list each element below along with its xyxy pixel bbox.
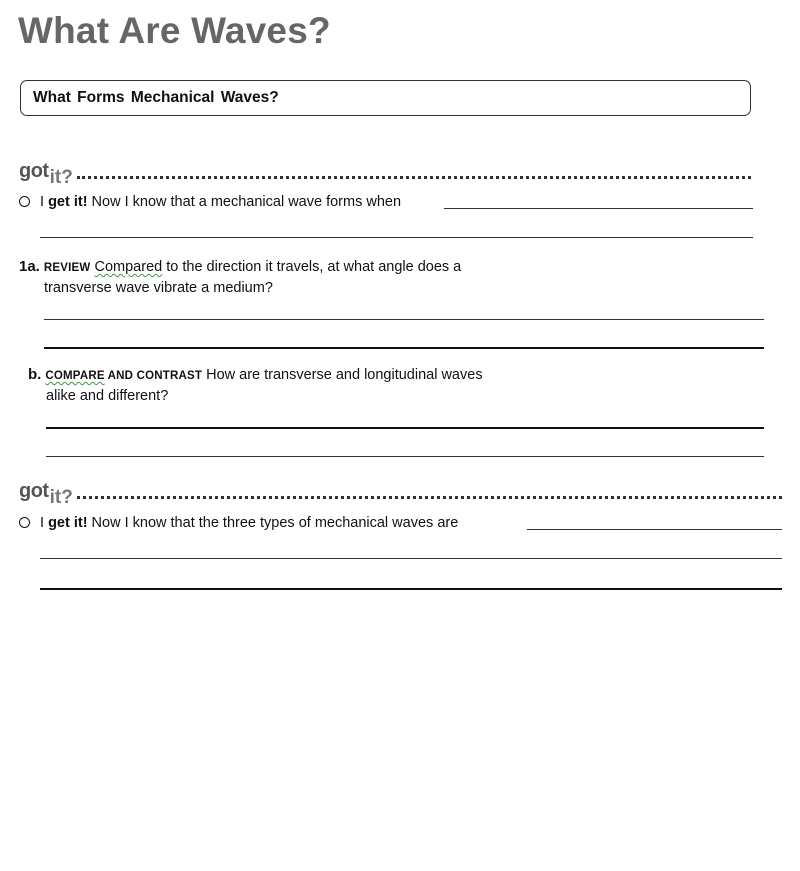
question-1b: b. COMPARE AND CONTRAST How are transverse and longitudinal waves — [28, 366, 483, 383]
gotit-banner — [19, 160, 751, 188]
gotit-got: got — [19, 480, 49, 502]
answer-line[interactable] — [40, 237, 753, 238]
answer-line[interactable] — [40, 588, 782, 590]
answer-line[interactable] — [40, 558, 782, 559]
page-title: What Are Waves? — [18, 10, 331, 51]
gotit-it: it? — [49, 487, 73, 508]
gotit-it: it? — [49, 167, 73, 188]
section-heading: What Forms Mechanical Waves? — [33, 89, 279, 106]
answer-line[interactable] — [46, 456, 764, 457]
answer-line[interactable] — [44, 347, 764, 349]
question-1a: 1a. REVIEW Compared to the direction it travels, at what angle does a — [19, 258, 462, 275]
dotted-rule — [77, 496, 782, 499]
section-heading-box — [20, 80, 751, 116]
answer-line[interactable] — [527, 529, 782, 530]
answer-line[interactable] — [444, 208, 753, 209]
question-1b-line2: alike and different? — [46, 388, 169, 404]
checkbox-circle[interactable] — [19, 196, 30, 207]
check-statement: I get it! Now I know that a mechanical wave forms when — [40, 194, 402, 210]
checkbox-circle[interactable] — [19, 517, 30, 528]
answer-line[interactable] — [44, 319, 764, 320]
dotted-rule — [77, 176, 751, 179]
gotit-got: got — [19, 160, 49, 182]
gotit-banner — [19, 480, 782, 508]
question-1a-line2: transverse wave vibrate a medium? — [44, 280, 273, 296]
check-statement: I get it! Now I know that the three types of mechanical waves are — [40, 515, 459, 531]
answer-line[interactable] — [46, 427, 764, 429]
